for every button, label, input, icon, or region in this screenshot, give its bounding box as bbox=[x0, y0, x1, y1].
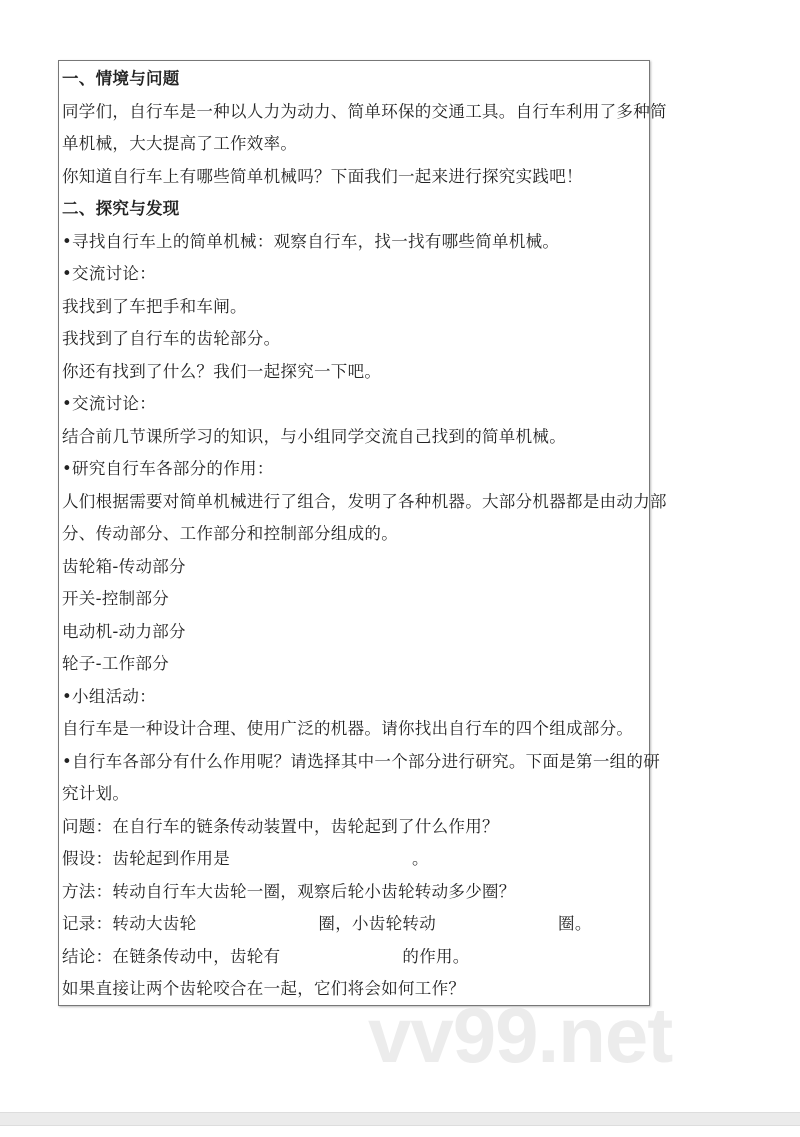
discussion-line-1: 我找到了车把手和车闸。 bbox=[62, 296, 247, 316]
group-activity-text: 自行车是一种设计合理、使用广泛的机器。请你找出自行车的四个组成部分。 bbox=[62, 719, 634, 738]
page-separator-bar bbox=[0, 1112, 800, 1126]
research-plan-line-1: •自行车各部分有什么作用呢？请选择其中一个部分进行研究。下面是第一组的研 bbox=[62, 751, 661, 771]
machine-part-wheel: 轮子-工作部分 bbox=[62, 654, 170, 673]
section-2-title: 二、探究与发现 bbox=[62, 199, 180, 218]
section-1-title: 一、情境与问题 bbox=[62, 69, 180, 88]
machine-part-switch: 开关-控制部分 bbox=[62, 589, 170, 608]
discussion-line-2: 我找到了自行车的齿轮部分。 bbox=[62, 329, 281, 348]
plan-method: 方法：转动自行车大齿轮一圈，观察后轮小齿轮转动多少圈？ bbox=[62, 881, 516, 901]
watermark: vv99.net bbox=[368, 991, 673, 1079]
intro-paragraph-line-1: 同学们，自行车是一种以人力为动力、简单环保的交通工具。自行车利用了多种简 bbox=[62, 101, 667, 121]
bullet-discussion-2: •交流讨论： bbox=[62, 394, 157, 413]
worksheet-box bbox=[58, 60, 667, 1006]
intro-paragraph-line-2: 单机械，大大提高了工作效率。 bbox=[62, 134, 298, 153]
record-middle: 圈，小齿轮转动 bbox=[318, 914, 437, 933]
research-plan-line-2: 究计划。 bbox=[62, 784, 130, 803]
machines-paragraph-line-1: 人们根据需要对简单机械进行了组合，发明了各种机器。大部分机器都是由动力部 bbox=[62, 491, 667, 511]
plan-record bbox=[62, 908, 649, 941]
bullet-discussion-1: •交流讨论： bbox=[62, 264, 157, 283]
intro-question: 你知道自行车上有哪些简单机械吗？下面我们一起来进行探究实践吧！ bbox=[62, 166, 583, 186]
bullet-research-parts: •研究自行车各部分的作用： bbox=[62, 459, 274, 478]
discussion-line-4: 结合前几节课所学习的知识，与小组同学交流自己找到的简单机械。 bbox=[62, 426, 566, 446]
record-end: 圈。 bbox=[558, 914, 592, 933]
plan-hypothesis bbox=[62, 843, 649, 876]
final-question: 如果直接让两个齿轮咬合在一起，它们将会如何工作？ bbox=[62, 979, 466, 998]
discussion-line-3: 你还有找到了什么？我们一起探究一下吧。 bbox=[62, 361, 382, 381]
machine-part-gearbox: 齿轮箱-传动部分 bbox=[62, 556, 186, 576]
conclusion-end: 的作用。 bbox=[402, 946, 470, 966]
record-label: 记录：转动大齿轮 bbox=[62, 914, 197, 933]
bullet-group-activity: •小组活动： bbox=[62, 686, 157, 706]
machine-part-motor: 电动机-动力部分 bbox=[62, 621, 186, 641]
plan-question: 问题：在自行车的链条传动装置中，齿轮起到了什么作用？ bbox=[62, 816, 499, 836]
hypothesis-label: 假设：齿轮起到作用是 bbox=[62, 849, 230, 868]
conclusion-label: 结论：在链条传动中，齿轮有 bbox=[62, 946, 281, 966]
bullet-find-machines: •寻找自行车上的简单机械：观察自行车，找一找有哪些简单机械。 bbox=[62, 231, 560, 251]
plan-conclusion bbox=[62, 941, 649, 974]
hypothesis-end: 。 bbox=[412, 849, 429, 868]
machines-paragraph-line-2: 分、传动部分、工作部分和控制部分组成的。 bbox=[62, 524, 398, 543]
